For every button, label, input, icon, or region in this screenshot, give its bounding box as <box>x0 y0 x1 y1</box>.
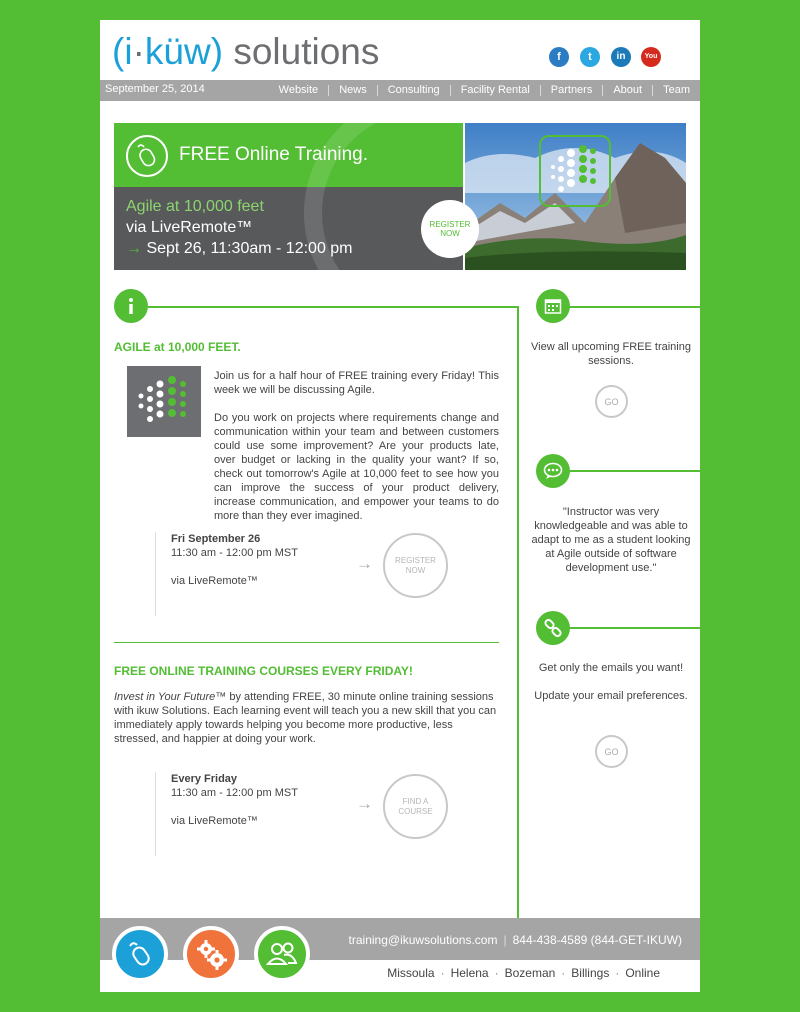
section1-body <box>114 411 499 523</box>
nav-link-consulting[interactable]: Consulting <box>378 85 451 96</box>
footer-mouse-button[interactable] <box>112 926 168 982</box>
city-missoula: Missoula <box>387 966 435 980</box>
logo-paren: ) <box>210 31 224 72</box>
side-line-3 <box>568 627 700 629</box>
section1-intro: Join us for a half hour of FREE training every Friday! This week we will be discussing Agile. <box>214 370 499 396</box>
nav-link-about[interactable]: About <box>603 85 653 96</box>
twitter-icon[interactable]: t <box>580 47 600 67</box>
logo-dot: · <box>132 31 145 72</box>
city-online: Online <box>625 966 660 980</box>
find-a-course-button[interactable]: FIND A COURSE <box>383 774 448 839</box>
section2-time: 11:30 am - 12:00 pm MST <box>171 787 298 799</box>
nav-link-team[interactable]: Team <box>663 84 690 96</box>
footer-cities: Missoula · Helena · Bozeman · Billings · Online <box>387 966 660 980</box>
logo[interactable] <box>112 32 379 72</box>
chat-icon <box>536 454 570 488</box>
banner-when-row <box>126 240 353 258</box>
sidebar-prefs-line1: Get only the emails you want! <box>538 662 684 674</box>
footer-contact: training@ikuwsolutions.com | 844-438-4589 (844-GET-IKUW) <box>348 933 682 947</box>
section2-title: FREE ONLINE TRAINING COURSES EVERY FRIDAY! <box>114 664 413 678</box>
section1-para: Do you work on projects where requirements change and communication within your team and between customers could use some improvement? Are your products late, over budget or lacking in the quality your want? If so, check out tomorrow's Agile at 10,000 feet to see how you can improve the success of your product delivery, increase communication, and empower your teams to do more than they ever imagined. <box>214 412 499 522</box>
nav-link-facility-rental[interactable]: Facility Rental <box>451 85 541 96</box>
banner-headline: FREE Online Training. <box>179 144 369 165</box>
sidebar-calendar-go-button[interactable]: GO <box>595 385 628 418</box>
logo-i: i <box>124 31 133 72</box>
linkedin-icon[interactable]: in <box>611 47 631 67</box>
info-icon <box>114 289 148 323</box>
nav-bar <box>100 80 700 101</box>
banner-register-button[interactable]: REGISTER NOW <box>421 200 479 258</box>
sidebar-prefs-go-button[interactable]: GO <box>595 735 628 768</box>
facebook-icon[interactable]: f <box>549 47 569 67</box>
section1-date: Fri September 26 <box>171 533 261 545</box>
sidebar-prefs-line2[interactable]: Update your email preferences. <box>534 690 688 702</box>
register-now-button[interactable]: REGISTER NOW <box>383 533 448 598</box>
section2-schedule <box>155 772 335 856</box>
training-banner[interactable] <box>114 123 686 270</box>
city-bozeman: Bozeman <box>504 966 556 980</box>
section1-schedule <box>155 532 335 616</box>
arrow-right-icon: → <box>356 554 373 573</box>
city-billings: Billings <box>571 966 610 980</box>
link-icon <box>536 611 570 645</box>
section2-body <box>114 690 499 746</box>
section2-emphasis: Invest in Your Future™ <box>114 691 227 703</box>
section1-time: 11:30 am - 12:00 pm MST <box>171 547 298 559</box>
section1-title: AGILE at 10,000 FEET. <box>114 340 241 354</box>
footer-people-button[interactable] <box>254 926 310 982</box>
section-divider <box>114 642 499 643</box>
footer-gears-button[interactable] <box>183 926 239 982</box>
mouse-icon <box>123 937 157 971</box>
city-helena: Helena <box>450 966 489 980</box>
nav-link-news[interactable]: News <box>329 85 378 96</box>
side-line-2 <box>568 470 700 472</box>
banner-when: Sept 26, 11:30am - 12:00 pm <box>146 240 353 257</box>
main-timeline-right <box>517 306 519 918</box>
arrow-right-icon: → <box>126 240 142 257</box>
footer <box>100 918 700 992</box>
section2-date: Every Friday <box>171 773 238 785</box>
sidebar-calendar-text: View all upcoming FREE training sessions. <box>531 341 691 367</box>
newsletter <box>100 20 700 992</box>
issue-date: September 25, 2014 <box>105 83 205 95</box>
logo-mark <box>539 135 611 207</box>
nav-link-partners[interactable]: Partners <box>541 85 604 96</box>
section1-via: via LiveRemote™ <box>171 575 258 587</box>
nav-link-website[interactable]: Website <box>269 85 330 96</box>
side-line-1 <box>568 306 700 308</box>
gears-icon <box>193 936 229 972</box>
arrow-right-icon: → <box>356 794 373 813</box>
banner-via: via LiveRemote™ <box>126 219 253 236</box>
logo-paren: ( <box>112 31 125 72</box>
section2-via: via LiveRemote™ <box>171 815 258 827</box>
calendar-icon <box>536 289 570 323</box>
logo-solutions: solutions <box>233 31 380 72</box>
mouse-icon <box>126 135 168 177</box>
banner-course: Agile at 10,000 feet <box>126 198 264 215</box>
footer-phone[interactable]: 844-438-4589 (844-GET-IKUW) <box>512 933 682 947</box>
sidebar-testimonial: "Instructor was very knowledgeable and was able to adapt to me as a student looking at Agile outside of software development use." <box>531 506 691 574</box>
mountain-photo <box>465 123 686 270</box>
people-icon <box>265 937 299 971</box>
section2-para: by attending FREE, 30 minute online training sessions with ikuw Solutions. Each learning event will teach you a new skill that you can immediately apply towards helping you become more productive, less stressed, and happier at doing your work. <box>114 691 497 745</box>
logo-kuw: küw <box>144 31 211 72</box>
footer-email[interactable]: training@ikuwsolutions.com <box>348 933 498 947</box>
youtube-icon[interactable]: You <box>641 47 661 67</box>
main-timeline-top <box>148 306 518 308</box>
